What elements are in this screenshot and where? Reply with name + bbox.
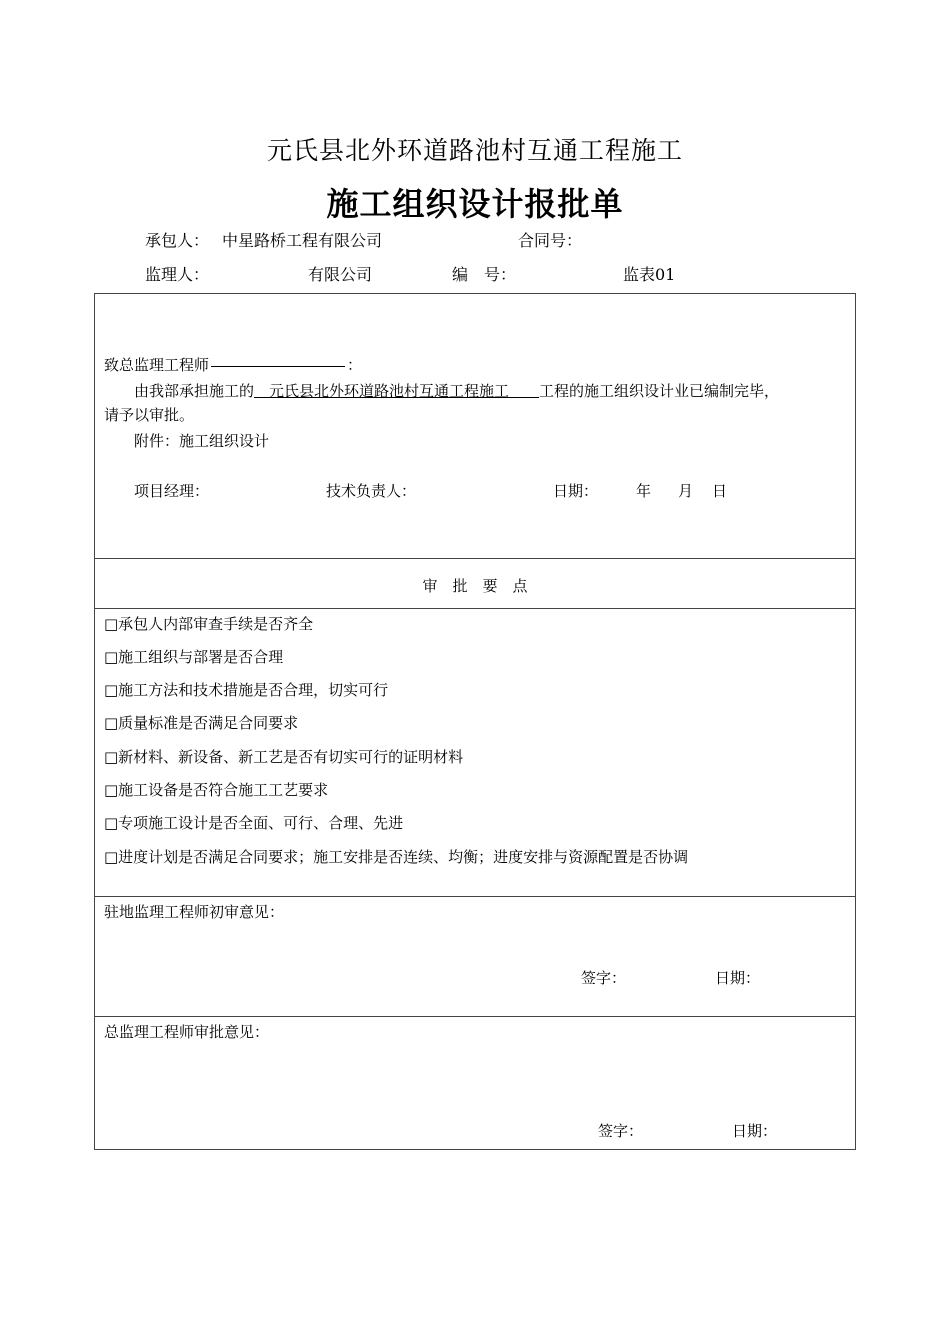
recipient-colon: ： bbox=[347, 356, 363, 374]
supervisor-value: 有限公司 bbox=[308, 265, 373, 284]
recipient-label: 致总监理工程师 bbox=[104, 356, 210, 374]
resident-date-label: 日期： bbox=[715, 969, 761, 987]
letter-date-label: 日期： bbox=[553, 482, 599, 500]
letter-date-year: 年 bbox=[636, 482, 652, 500]
project-name-filled: 元氏县北外环道路池村互通工程施工 bbox=[269, 382, 510, 400]
chief-opinion-label: 总监理工程师审批意见： bbox=[104, 1023, 270, 1041]
chief-date-label: 日期： bbox=[732, 1122, 778, 1140]
form-code: 监表01 bbox=[623, 265, 676, 284]
checklist-item[interactable]: □专项施工设计是否全面、可行、合理、先进 bbox=[104, 814, 404, 832]
recipient-blank-line bbox=[211, 366, 345, 367]
checklist-item[interactable]: □承包人内部审查手续是否齐全 bbox=[104, 615, 314, 633]
letter-body-line2: 请予以审批。 bbox=[104, 406, 195, 424]
checklist-item[interactable]: □质量标准是否满足合同要求 bbox=[104, 714, 299, 732]
chief-sign-label: 签字： bbox=[598, 1122, 644, 1140]
row-divider bbox=[94, 558, 856, 559]
checklist-item[interactable]: □施工设备是否符合施工工艺要求 bbox=[104, 781, 329, 799]
serial-no-label: 编 号： bbox=[452, 265, 517, 284]
row-divider bbox=[94, 608, 856, 609]
review-points-title: 审 批 要 点 bbox=[422, 577, 528, 595]
document-title-form: 施工组织设计报批单 bbox=[326, 185, 624, 223]
document-title-project: 元氏县北外环道路池村互通工程施工 bbox=[266, 136, 683, 165]
checklist-item[interactable]: □施工方法和技术措施是否合理，切实可行 bbox=[104, 681, 389, 699]
row-divider bbox=[94, 1016, 856, 1017]
contractor-label: 承包人： bbox=[145, 231, 210, 250]
checklist-item[interactable]: □新材料、新设备、新工艺是否有切实可行的证明材料 bbox=[104, 748, 464, 766]
letter-body-prefix: 由我部承担施工的 bbox=[134, 382, 255, 400]
letter-body-line1 bbox=[134, 380, 779, 401]
supervisor-label: 监理人： bbox=[145, 265, 210, 284]
letter-body-suffix: 工程的施工组织设计业已编制完毕， bbox=[539, 382, 780, 400]
resident-opinion-label: 驻地监理工程师初审意见： bbox=[104, 903, 285, 921]
letter-recipient bbox=[104, 354, 362, 375]
attachment-line: 附件：施工组织设计 bbox=[134, 432, 270, 450]
tech-lead-label: 技术负责人： bbox=[326, 482, 417, 500]
row-divider bbox=[94, 896, 856, 897]
checklist-item[interactable]: □进度计划是否满足合同要求；施工安排是否连续、均衡；进度安排与资源配置是否协调 bbox=[104, 848, 689, 866]
contractor-value: 中星路桥工程有限公司 bbox=[222, 231, 383, 250]
letter-date-month: 月 bbox=[678, 482, 694, 500]
letter-date-day: 日 bbox=[712, 482, 728, 500]
checklist-item[interactable]: □施工组织与部署是否合理 bbox=[104, 648, 284, 666]
contract-no-label: 合同号： bbox=[518, 231, 583, 250]
project-manager-label: 项目经理： bbox=[134, 482, 210, 500]
resident-sign-label: 签字： bbox=[581, 969, 627, 987]
